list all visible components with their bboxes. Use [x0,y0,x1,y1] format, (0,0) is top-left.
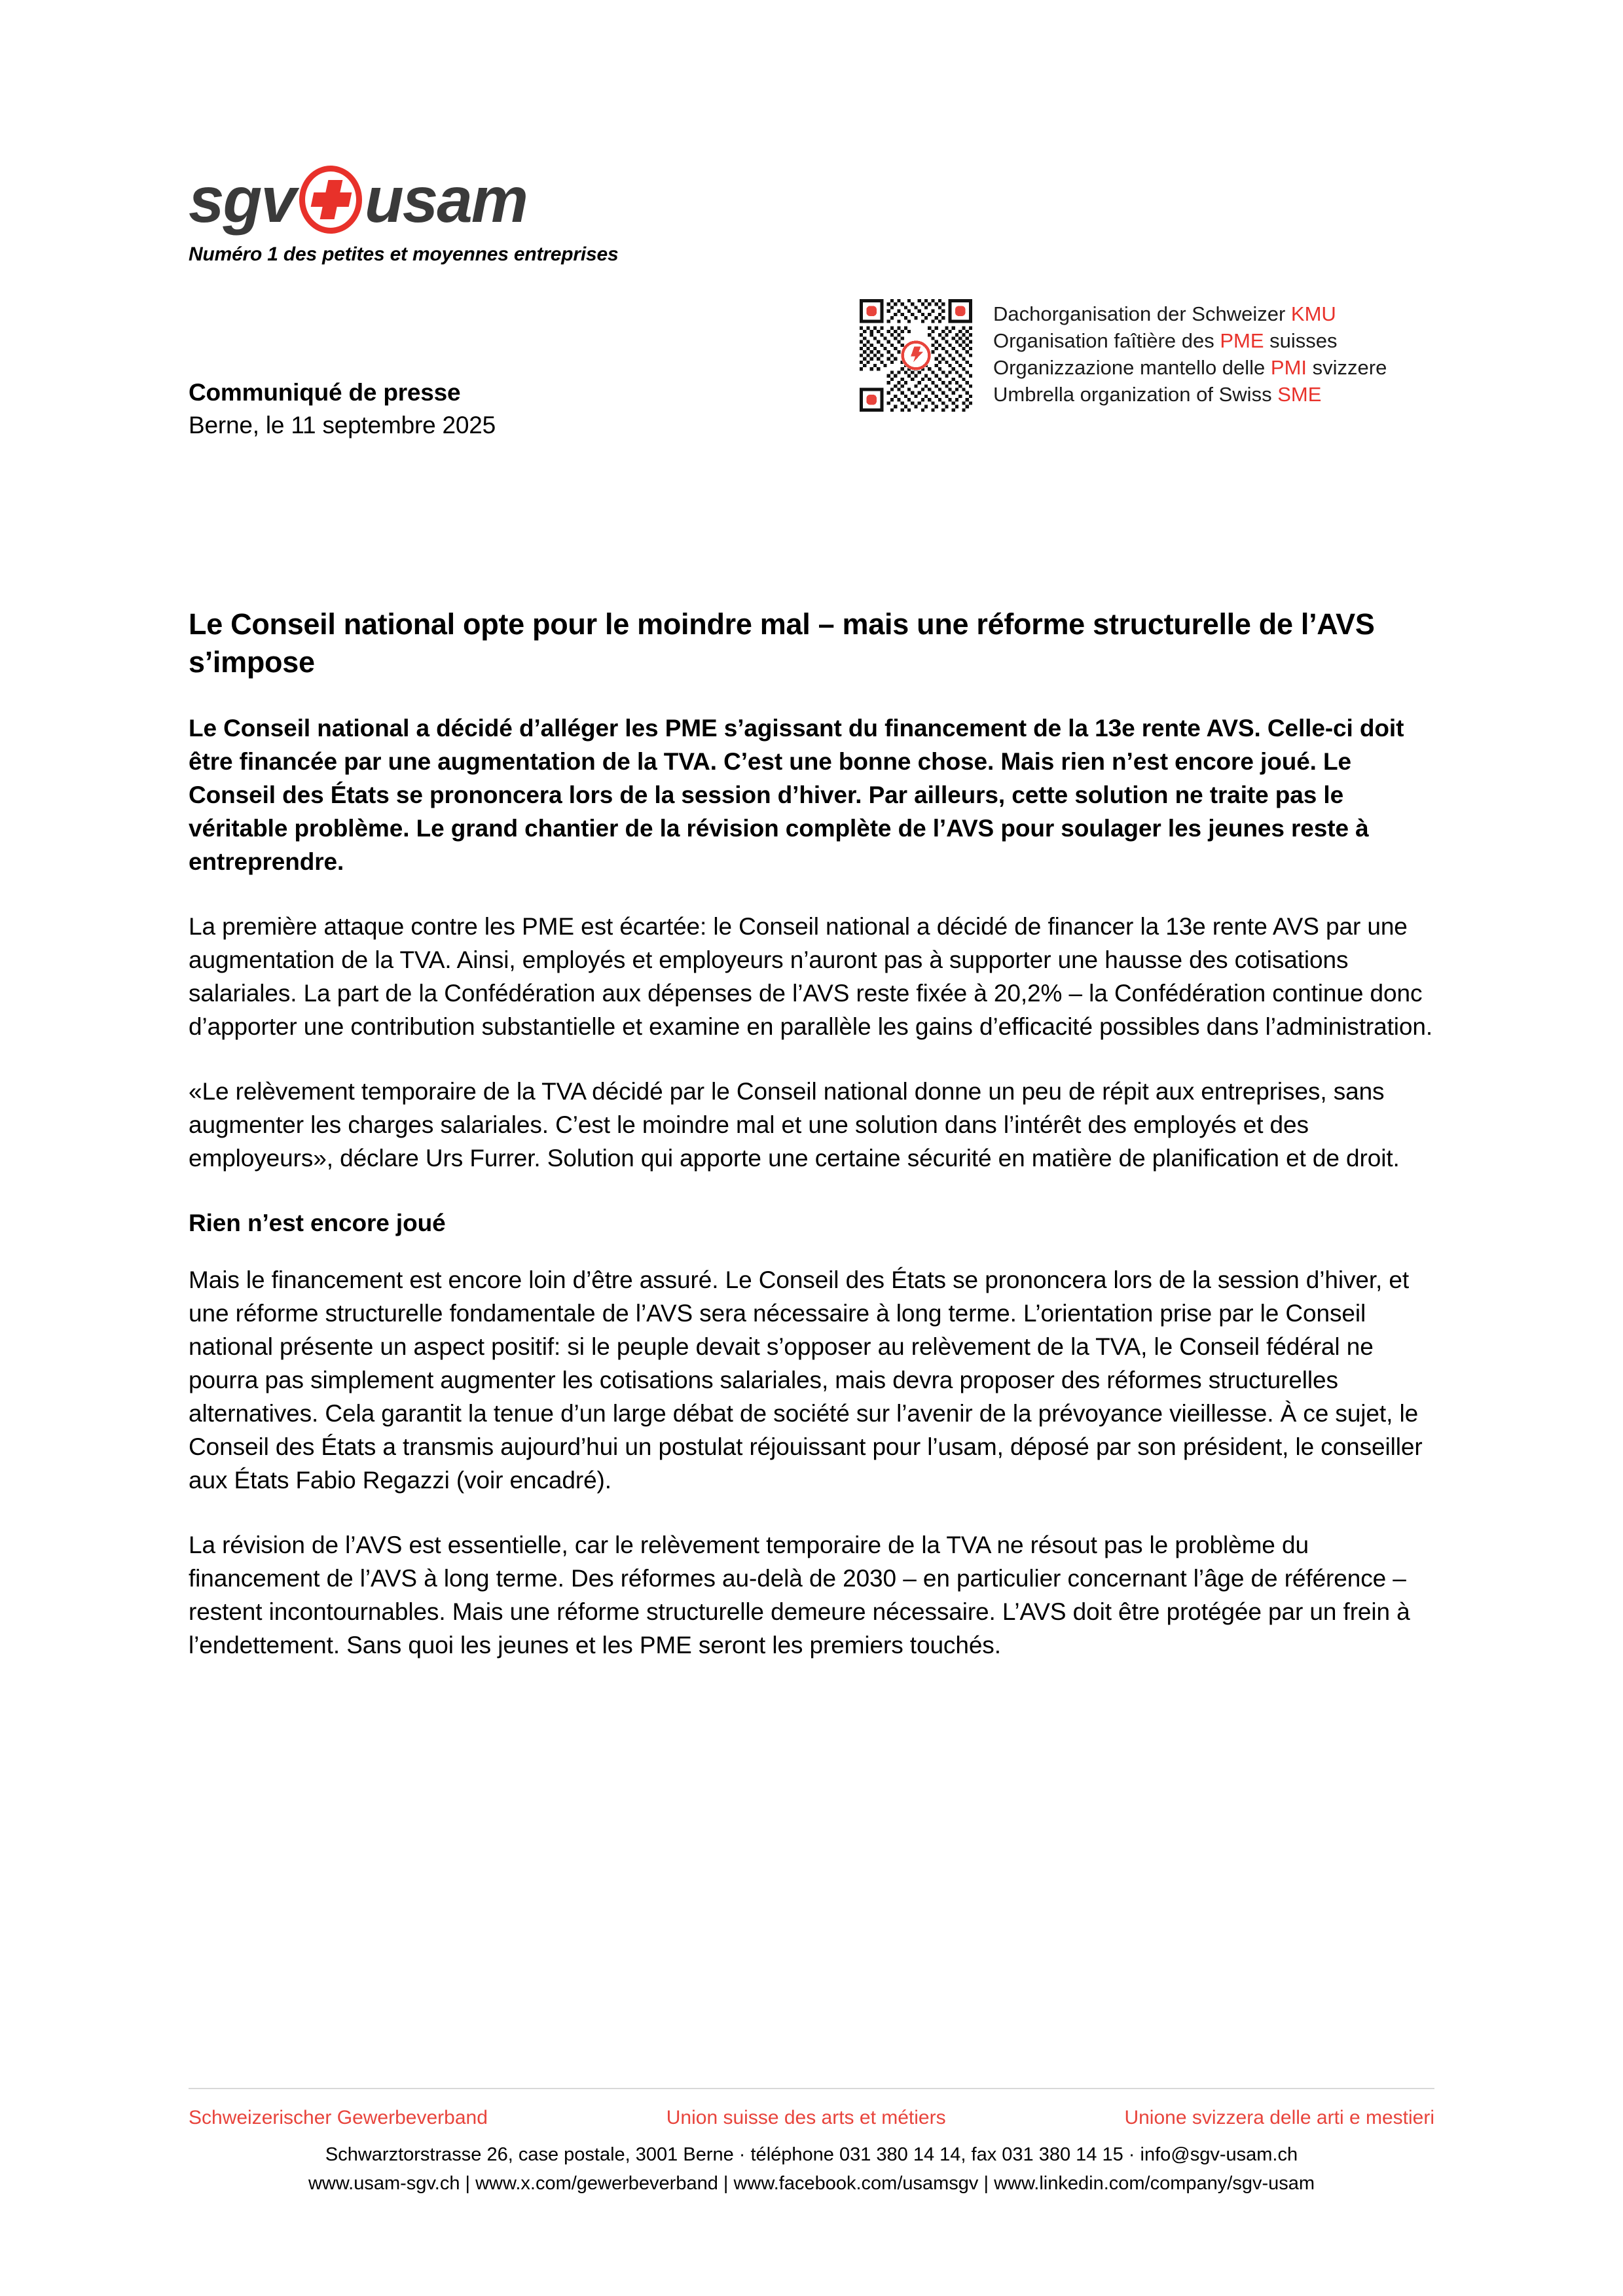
document-meta [189,376,1432,442]
org-line-it-suffix: svizzere [1307,356,1387,379]
footer-divider [189,2088,1434,2089]
org-line-fr-prefix: Organisation faîtière des [993,329,1220,352]
section-subheading: Rien n’est encore joué [189,1210,446,1236]
org-line-fr-suffix: suisses [1264,329,1338,352]
footer-name-it: Unione svizzera delle arti e mestieri [1124,2107,1434,2128]
logo-tagline: Numéro 1 des petites et moyennes entreprises [189,243,619,265]
org-line-en-prefix: Umbrella organization of Swiss [993,383,1278,406]
org-line-fr [993,327,1387,354]
org-line-fr-highlight: PME [1220,329,1264,352]
org-line-de [993,300,1387,327]
org-line-de-prefix: Dachorganisation der Schweizer [993,302,1291,325]
page-title: Le Conseil national opte pour le moindre mal – mais une réforme structurelle de l’AVS s’impose [189,607,1375,679]
swiss-cross-in-circle-icon [299,166,362,234]
paragraph-4: La révision de l’AVS est essentielle, car le relèvement temporaire de la TVA ne résout pas le problème du financement de l’AVS à long terme. Des réformes au-delà de 2030 – en particulier concernant l’âge de référence – restent incontournables. Mais une réforme structurelle demeure nécessaire. L’AVS doit être protégée par un frein à l’endettement. Sans quoi les jeunes et les PME seront les premiers touchés. [189,1532,1410,1659]
document-footer [0,2105,1623,2198]
place-and-date: Berne, le 11 septembre 2025 [189,412,496,439]
logo-word-sgv: sgv [189,164,295,236]
sgv-usam-logo [189,164,647,266]
footer-name-fr: Union suisse des arts et métiers [666,2107,946,2128]
paragraph-2: «Le relèvement temporaire de la TVA décidé par le Conseil national donne un peu de répit aux entreprises, sans augmenter les charges salariales. C’est le moindre mal et une solution dans l’intérêt des employés et des employeurs», déclare Urs Furrer. Solution qui apporte une certaine sécurité en matière de planification et de droit. [189,1078,1400,1172]
lead-paragraph: Le Conseil national a décidé d’alléger les PME s’agissant du financement de la 13e rente AVS. Celle-ci doit être financée par une augmentation de la TVA. C’est une bonne chose. Mais rien n’est encore joué. Le Conseil des États se prononcera lors de la session d’hiver. Par ailleurs, cette solution ne traite pas le véritable problème. Le grand chantier de la révision complète de l’AVS pour soulager les jeunes reste à entreprendre. [189,715,1404,875]
footer-address: Schwarztorstrasse 26, case postale, 3001 Berne · téléphone 031 380 14 14, fax 031 380 14 15 · info@sgv-usam.ch [325,2144,1298,2165]
org-line-it-highlight: PMI [1270,356,1307,379]
org-line-it-prefix: Organizzazione mantello delle [993,356,1271,379]
footer-name-de: Schweizerischer Gewerbeverband [189,2107,488,2128]
document-type-label: Communiqué de presse [189,379,461,406]
article-body [189,605,1436,1693]
paragraph-1: La première attaque contre les PME est écartée: le Conseil national a décidé de financer la 13e rente AVS par une augmentation de la TVA. Ainsi, employés et employeurs n’auront pas à supporter une hausse des cotisations salariales. La part de la Confédération aux dépenses de l’AVS reste fixée à 20,2% – la Confédération continue donc d’apporter une contribution substantielle et examine en parallèle les gains d’efficacité possibles dans l’administration. [189,913,1433,1040]
org-line-en-highlight: SME [1277,383,1322,406]
footer-organization-names [189,2105,1434,2131]
logo-word-usam: usam [364,164,527,236]
footer-links[interactable]: www.usam-sgv.ch | www.x.com/gewerbeverband | www.facebook.com/usamsgv | www.linkedin.com/company/sgv-usam [308,2173,1315,2194]
org-line-de-highlight: KMU [1290,302,1336,325]
logo-wordmark [189,164,647,236]
paragraph-3: Mais le financement est encore loin d’être assuré. Le Conseil des États se prononcera lors de la session d’hiver, et une réforme structurelle fondamentale de l’AVS sera nécessaire à long terme. L’orientation prise par le Conseil national présente un aspect positif: si le peuple devait s’opposer au relèvement de la TVA, le Conseil fédéral ne pourra pas simplement augmenter les cotisations salariales, mais devra proposer des réformes structurelles alternatives. Cela garantit la tenue d’un large débat de société sur l’avenir de la prévoyance vieillesse. À ce sujet, le Conseil des États a transmis aujourd’hui un postulat réjouissant pour l’usam, déposé par son président, le conseiller aux États Fabio Regazzi (voir encadré). [189,1266,1423,1494]
